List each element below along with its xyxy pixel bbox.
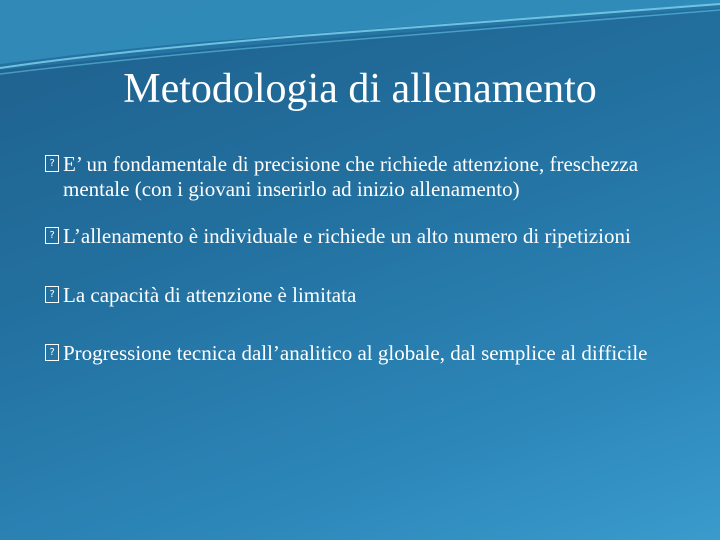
bullet-text: Progressione tecnica dall’analitico al globale, dal semplice al difficile	[63, 340, 648, 365]
missing-glyph-icon: ?	[45, 286, 59, 303]
bullet-item	[45, 152, 685, 202]
slide-title: Metodologia di allenamento	[123, 66, 597, 112]
bullet-text: L’allenamento è individuale e richiede un alto numero di ripetizioni	[63, 224, 631, 249]
bullet-text: La capacità di attenzione è limitata	[63, 282, 357, 307]
missing-glyph-icon: ?	[45, 155, 59, 172]
bullet-item	[45, 341, 685, 366]
bullet-item	[45, 283, 685, 308]
bullet-text: E’ un fondamentale di precisione che richiede attenzione, freschezza mentale (con i giovani inserirlo ad inizio allenamento)	[63, 152, 639, 202]
missing-glyph-icon: ?	[45, 344, 59, 361]
missing-glyph-icon: ?	[45, 227, 59, 244]
bullet-item	[45, 224, 685, 249]
bullet-list	[45, 152, 685, 366]
